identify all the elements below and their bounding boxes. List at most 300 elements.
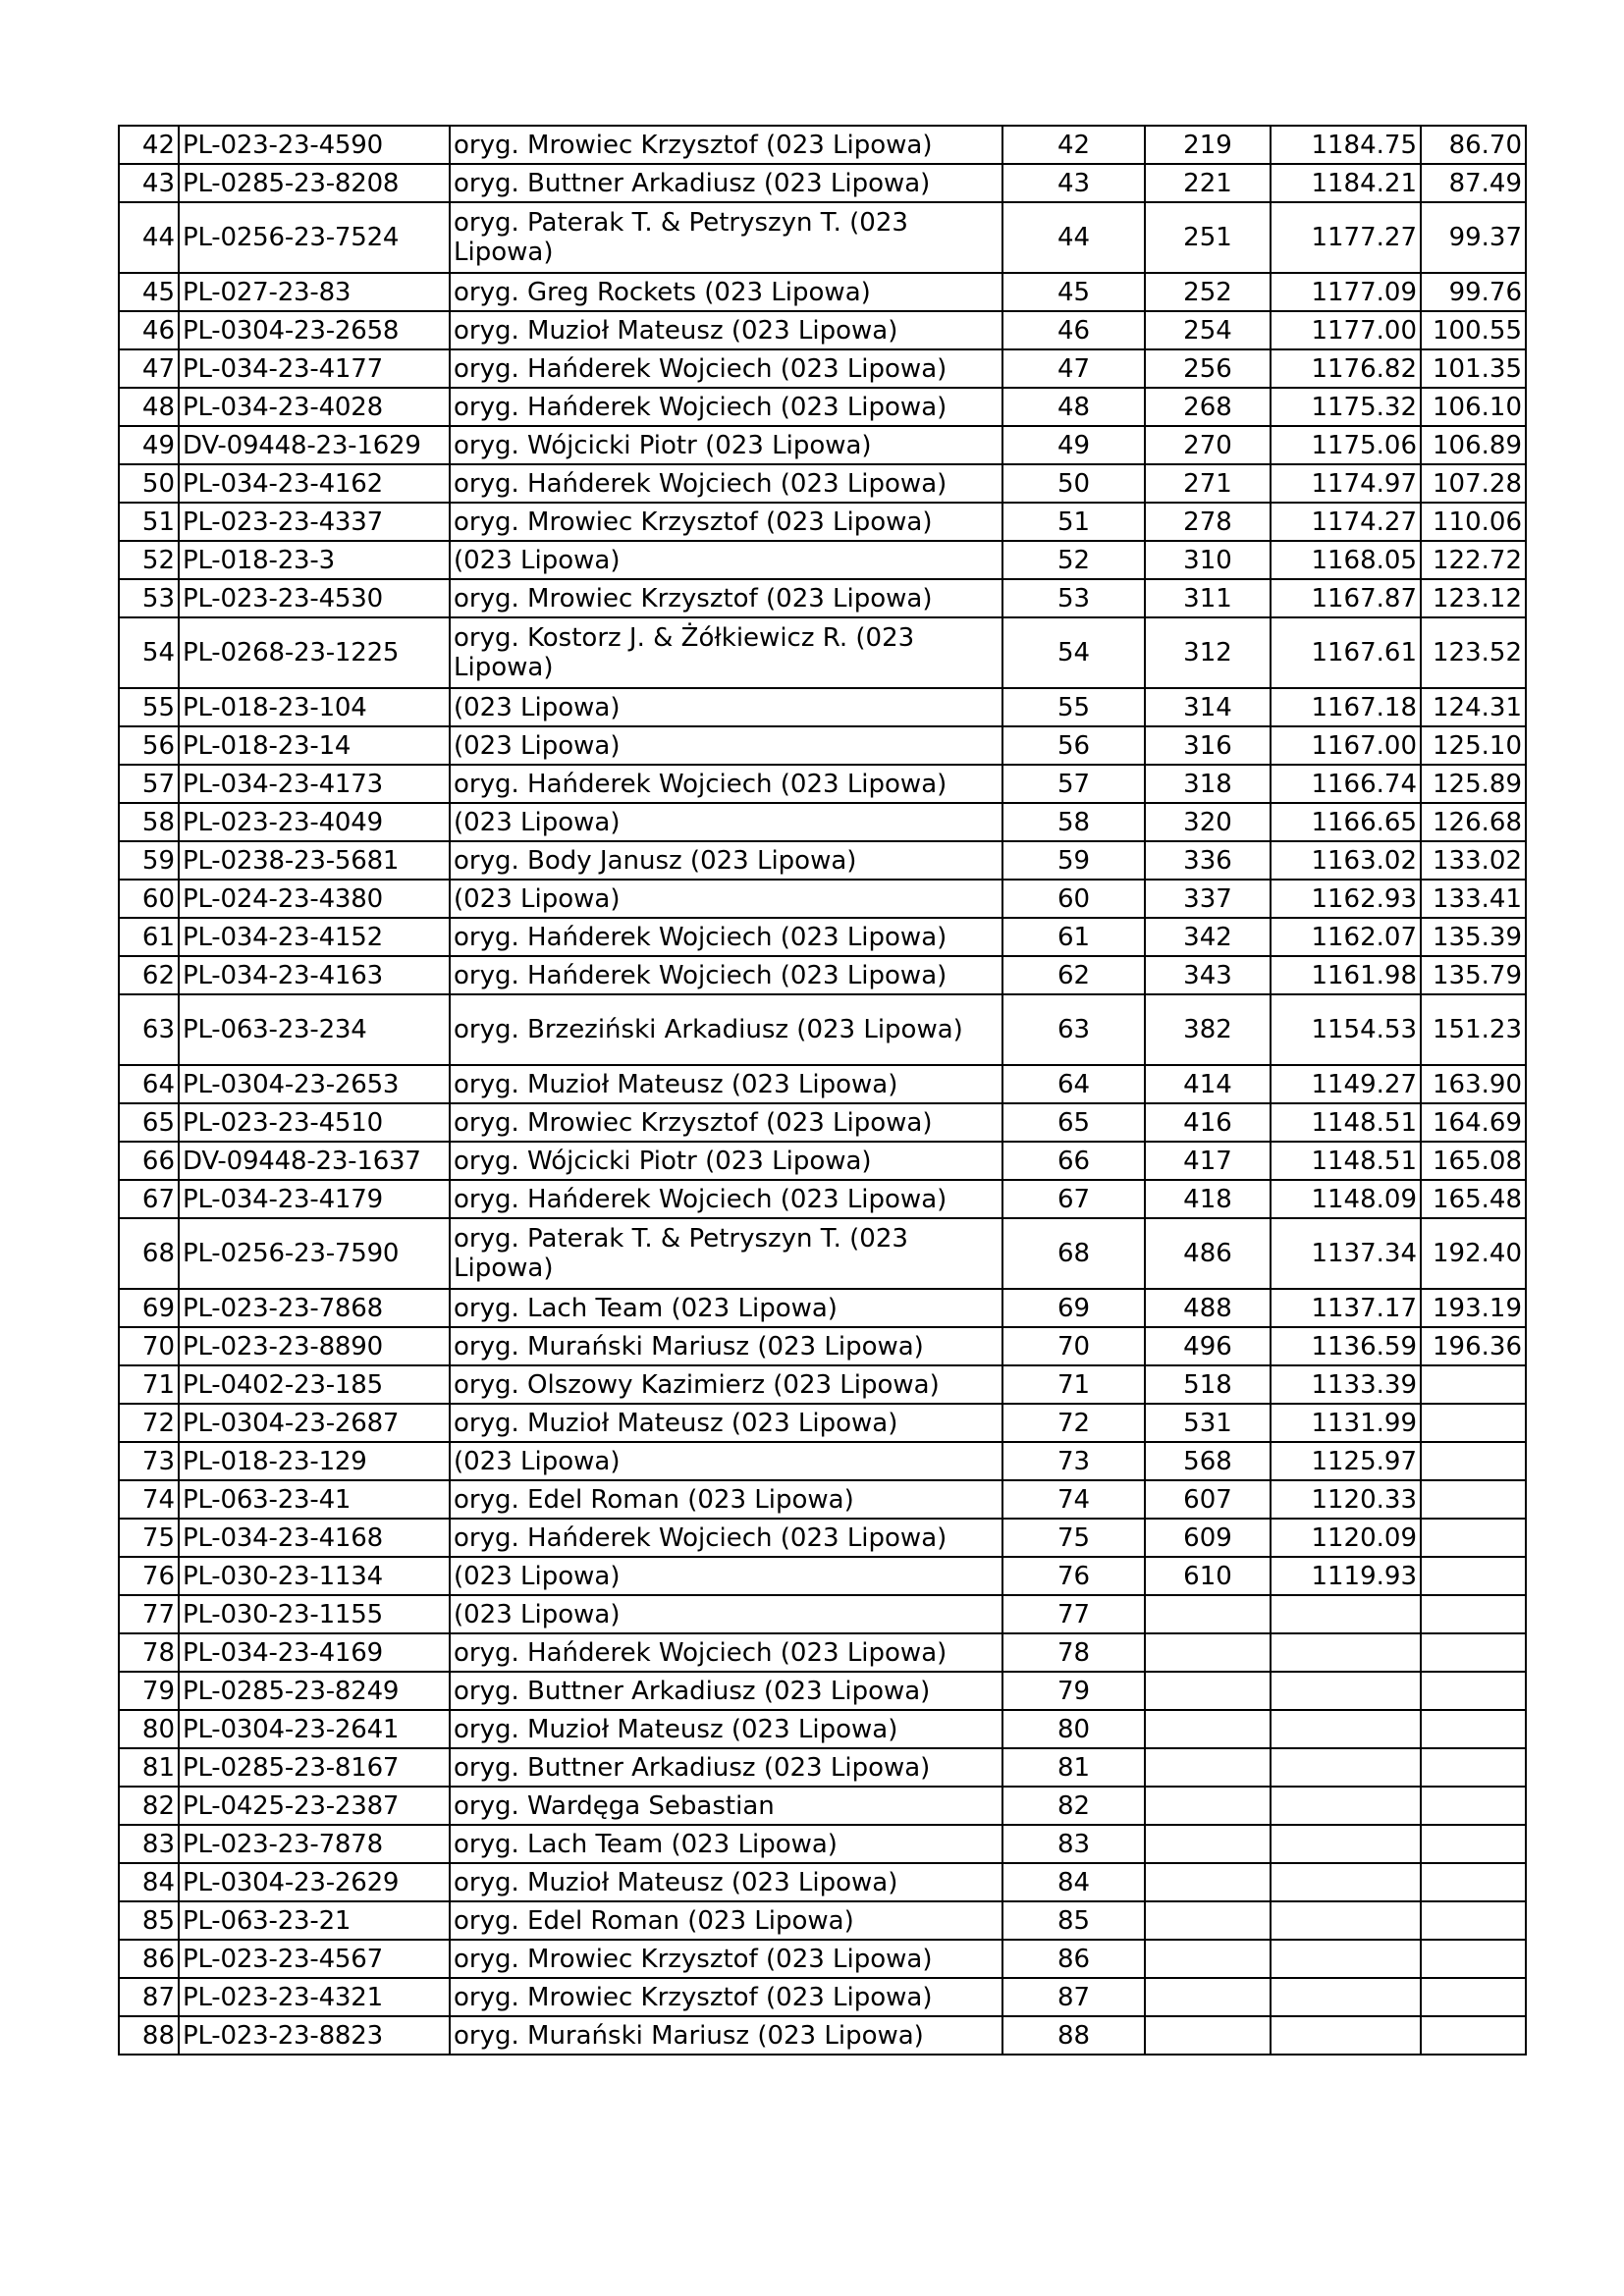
cell-arrival-rank: 414 — [1145, 1065, 1271, 1103]
cell-number: 69 — [119, 1289, 179, 1327]
table-row — [119, 464, 1526, 503]
cell-owner: oryg. Mrowiec Krzysztof (023 Lipowa) — [450, 1940, 1002, 1978]
table-row — [119, 1218, 1526, 1289]
cell-ring-id: PL-034-23-4177 — [179, 349, 450, 388]
table-row — [119, 1978, 1526, 2016]
cell-arrival-rank: 316 — [1145, 726, 1271, 765]
cell-owner: (023 Lipowa) — [450, 688, 1002, 726]
cell-number: 62 — [119, 956, 179, 994]
table-row — [119, 1633, 1526, 1672]
cell-coefficient — [1421, 1442, 1526, 1480]
cell-place: 52 — [1002, 541, 1145, 579]
cell-owner: oryg. Hańderek Wojciech (023 Lipowa) — [450, 765, 1002, 803]
cell-owner: oryg. Wardęga Sebastian — [450, 1787, 1002, 1825]
cell-owner: oryg. Edel Roman (023 Lipowa) — [450, 1480, 1002, 1519]
cell-number: 88 — [119, 2016, 179, 2055]
table-row — [119, 1940, 1526, 1978]
table-row — [119, 803, 1526, 841]
cell-coefficient: 106.89 — [1421, 426, 1526, 464]
cell-speed: 1167.87 — [1271, 579, 1421, 617]
table-row — [119, 1863, 1526, 1901]
cell-arrival-rank — [1145, 1633, 1271, 1672]
cell-ring-id: PL-023-23-4530 — [179, 579, 450, 617]
cell-arrival-rank: 318 — [1145, 765, 1271, 803]
cell-owner: oryg. Hańderek Wojciech (023 Lipowa) — [450, 1633, 1002, 1672]
cell-number: 78 — [119, 1633, 179, 1672]
cell-owner: oryg. Hańderek Wojciech (023 Lipowa) — [450, 956, 1002, 994]
cell-number: 76 — [119, 1557, 179, 1595]
cell-ring-id: PL-027-23-83 — [179, 273, 450, 311]
cell-speed: 1167.61 — [1271, 617, 1421, 688]
table-row — [119, 1672, 1526, 1710]
cell-coefficient — [1421, 1672, 1526, 1710]
cell-number: 55 — [119, 688, 179, 726]
cell-arrival-rank: 416 — [1145, 1103, 1271, 1142]
cell-owner: oryg. Mrowiec Krzysztof (023 Lipowa) — [450, 1103, 1002, 1142]
cell-coefficient — [1421, 1557, 1526, 1595]
cell-arrival-rank — [1145, 1901, 1271, 1940]
cell-owner: oryg. Wójcicki Piotr (023 Lipowa) — [450, 426, 1002, 464]
cell-place: 78 — [1002, 1633, 1145, 1672]
cell-number: 82 — [119, 1787, 179, 1825]
cell-place: 75 — [1002, 1519, 1145, 1557]
table-row — [119, 726, 1526, 765]
cell-coefficient — [1421, 1480, 1526, 1519]
table-row — [119, 1557, 1526, 1595]
cell-ring-id: PL-034-23-4163 — [179, 956, 450, 994]
cell-number: 59 — [119, 841, 179, 880]
cell-place: 55 — [1002, 688, 1145, 726]
cell-number: 77 — [119, 1595, 179, 1633]
table-row — [119, 880, 1526, 918]
cell-number: 58 — [119, 803, 179, 841]
table-row — [119, 1901, 1526, 1940]
cell-ring-id: PL-0425-23-2387 — [179, 1787, 450, 1825]
cell-number: 53 — [119, 579, 179, 617]
table-row — [119, 1289, 1526, 1327]
cell-coefficient: 165.08 — [1421, 1142, 1526, 1180]
cell-number: 63 — [119, 994, 179, 1065]
cell-speed — [1271, 1825, 1421, 1863]
cell-ring-id: PL-0285-23-8249 — [179, 1672, 450, 1710]
cell-speed — [1271, 1863, 1421, 1901]
cell-place: 80 — [1002, 1710, 1145, 1748]
cell-owner: oryg. Murański Mariusz (023 Lipowa) — [450, 1327, 1002, 1365]
cell-speed — [1271, 1748, 1421, 1787]
cell-ring-id: PL-030-23-1134 — [179, 1557, 450, 1595]
cell-coefficient — [1421, 1978, 1526, 2016]
cell-arrival-rank — [1145, 1672, 1271, 1710]
cell-speed: 1166.74 — [1271, 765, 1421, 803]
cell-ring-id: PL-034-23-4169 — [179, 1633, 450, 1672]
cell-ring-id: PL-0304-23-2687 — [179, 1404, 450, 1442]
cell-arrival-rank: 311 — [1145, 579, 1271, 617]
cell-place: 85 — [1002, 1901, 1145, 1940]
cell-arrival-rank: 343 — [1145, 956, 1271, 994]
cell-coefficient: 122.72 — [1421, 541, 1526, 579]
cell-speed: 1167.00 — [1271, 726, 1421, 765]
cell-arrival-rank — [1145, 1978, 1271, 2016]
table-row — [119, 1442, 1526, 1480]
cell-arrival-rank — [1145, 2016, 1271, 2055]
cell-speed — [1271, 1901, 1421, 1940]
cell-arrival-rank — [1145, 1825, 1271, 1863]
cell-coefficient: 135.39 — [1421, 918, 1526, 956]
cell-arrival-rank: 496 — [1145, 1327, 1271, 1365]
cell-place: 57 — [1002, 765, 1145, 803]
cell-place: 82 — [1002, 1787, 1145, 1825]
cell-coefficient: 123.52 — [1421, 617, 1526, 688]
results-table — [118, 125, 1527, 2056]
cell-owner: oryg. Olszowy Kazimierz (023 Lipowa) — [450, 1365, 1002, 1404]
cell-coefficient: 107.28 — [1421, 464, 1526, 503]
cell-arrival-rank: 518 — [1145, 1365, 1271, 1404]
cell-owner: (023 Lipowa) — [450, 803, 1002, 841]
cell-place: 56 — [1002, 726, 1145, 765]
cell-ring-id: PL-034-23-4168 — [179, 1519, 450, 1557]
cell-place: 46 — [1002, 311, 1145, 349]
cell-ring-id: PL-0304-23-2641 — [179, 1710, 450, 1748]
table-row — [119, 1595, 1526, 1633]
cell-place: 83 — [1002, 1825, 1145, 1863]
cell-owner: oryg. Brzeziński Arkadiusz (023 Lipowa) — [450, 994, 1002, 1065]
cell-speed: 1177.00 — [1271, 311, 1421, 349]
cell-speed — [1271, 1940, 1421, 1978]
cell-arrival-rank — [1145, 1710, 1271, 1748]
cell-coefficient: 135.79 — [1421, 956, 1526, 994]
cell-coefficient — [1421, 1901, 1526, 1940]
cell-number: 67 — [119, 1180, 179, 1218]
cell-speed — [1271, 1595, 1421, 1633]
cell-speed: 1174.27 — [1271, 503, 1421, 541]
cell-speed: 1133.39 — [1271, 1365, 1421, 1404]
cell-number: 42 — [119, 126, 179, 164]
cell-place: 63 — [1002, 994, 1145, 1065]
cell-ring-id: PL-023-23-4321 — [179, 1978, 450, 2016]
cell-place: 49 — [1002, 426, 1145, 464]
cell-number: 57 — [119, 765, 179, 803]
cell-owner: oryg. Mrowiec Krzysztof (023 Lipowa) — [450, 579, 1002, 617]
cell-arrival-rank: 417 — [1145, 1142, 1271, 1180]
cell-ring-id: PL-023-23-4567 — [179, 1940, 450, 1978]
cell-coefficient — [1421, 1365, 1526, 1404]
cell-speed — [1271, 1672, 1421, 1710]
cell-coefficient — [1421, 1825, 1526, 1863]
cell-number: 86 — [119, 1940, 179, 1978]
table-row — [119, 1180, 1526, 1218]
cell-coefficient: 110.06 — [1421, 503, 1526, 541]
cell-ring-id: PL-063-23-41 — [179, 1480, 450, 1519]
cell-arrival-rank: 320 — [1145, 803, 1271, 841]
cell-number: 74 — [119, 1480, 179, 1519]
cell-place: 87 — [1002, 1978, 1145, 2016]
cell-place: 43 — [1002, 164, 1145, 202]
cell-owner: oryg. Hańderek Wojciech (023 Lipowa) — [450, 464, 1002, 503]
cell-place: 44 — [1002, 202, 1145, 273]
cell-place: 84 — [1002, 1863, 1145, 1901]
cell-ring-id: PL-018-23-129 — [179, 1442, 450, 1480]
cell-ring-id: PL-0268-23-1225 — [179, 617, 450, 688]
cell-arrival-rank: 342 — [1145, 918, 1271, 956]
cell-number: 54 — [119, 617, 179, 688]
cell-number: 48 — [119, 388, 179, 426]
cell-ring-id: PL-0285-23-8208 — [179, 164, 450, 202]
cell-place: 48 — [1002, 388, 1145, 426]
cell-place: 59 — [1002, 841, 1145, 880]
cell-owner: (023 Lipowa) — [450, 1557, 1002, 1595]
cell-speed: 1176.82 — [1271, 349, 1421, 388]
cell-speed — [1271, 2016, 1421, 2055]
table-row — [119, 579, 1526, 617]
cell-speed: 1163.02 — [1271, 841, 1421, 880]
cell-place: 45 — [1002, 273, 1145, 311]
cell-coefficient: 100.55 — [1421, 311, 1526, 349]
cell-ring-id: PL-034-23-4173 — [179, 765, 450, 803]
cell-speed — [1271, 1787, 1421, 1825]
table-row — [119, 956, 1526, 994]
cell-place: 58 — [1002, 803, 1145, 841]
cell-coefficient: 86.70 — [1421, 126, 1526, 164]
cell-coefficient: 99.76 — [1421, 273, 1526, 311]
cell-coefficient — [1421, 1787, 1526, 1825]
cell-arrival-rank: 270 — [1145, 426, 1271, 464]
cell-owner: oryg. Mrowiec Krzysztof (023 Lipowa) — [450, 1978, 1002, 2016]
cell-arrival-rank: 314 — [1145, 688, 1271, 726]
cell-number: 52 — [119, 541, 179, 579]
cell-coefficient: 123.12 — [1421, 579, 1526, 617]
cell-coefficient: 125.89 — [1421, 765, 1526, 803]
cell-coefficient: 164.69 — [1421, 1103, 1526, 1142]
cell-ring-id: PL-063-23-234 — [179, 994, 450, 1065]
cell-coefficient: 124.31 — [1421, 688, 1526, 726]
cell-place: 71 — [1002, 1365, 1145, 1404]
cell-speed: 1167.18 — [1271, 688, 1421, 726]
cell-arrival-rank: 337 — [1145, 880, 1271, 918]
cell-ring-id: PL-0304-23-2629 — [179, 1863, 450, 1901]
table-row — [119, 918, 1526, 956]
cell-number: 72 — [119, 1404, 179, 1442]
cell-number: 85 — [119, 1901, 179, 1940]
cell-number: 49 — [119, 426, 179, 464]
cell-owner: oryg. Hańderek Wojciech (023 Lipowa) — [450, 1519, 1002, 1557]
cell-speed: 1161.98 — [1271, 956, 1421, 994]
table-row — [119, 688, 1526, 726]
cell-arrival-rank: 221 — [1145, 164, 1271, 202]
cell-ring-id: PL-034-23-4028 — [179, 388, 450, 426]
cell-owner: oryg. Buttner Arkadiusz (023 Lipowa) — [450, 164, 1002, 202]
cell-owner: oryg. Muzioł Mateusz (023 Lipowa) — [450, 1065, 1002, 1103]
cell-coefficient — [1421, 2016, 1526, 2055]
cell-owner: (023 Lipowa) — [450, 880, 1002, 918]
cell-ring-id: PL-023-23-4590 — [179, 126, 450, 164]
cell-ring-id: PL-023-23-7878 — [179, 1825, 450, 1863]
cell-speed: 1149.27 — [1271, 1065, 1421, 1103]
cell-owner: oryg. Body Janusz (023 Lipowa) — [450, 841, 1002, 880]
cell-speed: 1174.97 — [1271, 464, 1421, 503]
cell-number: 66 — [119, 1142, 179, 1180]
cell-ring-id: PL-018-23-104 — [179, 688, 450, 726]
table-row — [119, 1065, 1526, 1103]
cell-ring-id: PL-063-23-21 — [179, 1901, 450, 1940]
cell-place: 42 — [1002, 126, 1145, 164]
cell-owner: oryg. Hańderek Wojciech (023 Lipowa) — [450, 918, 1002, 956]
cell-place: 76 — [1002, 1557, 1145, 1595]
cell-ring-id: PL-023-23-7868 — [179, 1289, 450, 1327]
cell-speed: 1166.65 — [1271, 803, 1421, 841]
cell-place: 65 — [1002, 1103, 1145, 1142]
cell-arrival-rank — [1145, 1940, 1271, 1978]
cell-speed — [1271, 1710, 1421, 1748]
cell-arrival-rank: 336 — [1145, 841, 1271, 880]
cell-speed — [1271, 1978, 1421, 2016]
cell-number: 64 — [119, 1065, 179, 1103]
cell-number: 56 — [119, 726, 179, 765]
cell-owner: (023 Lipowa) — [450, 541, 1002, 579]
cell-owner: oryg. Paterak T. & Petryszyn T. (023 Lipowa) — [450, 202, 1002, 273]
cell-arrival-rank: 531 — [1145, 1404, 1271, 1442]
cell-speed: 1154.53 — [1271, 994, 1421, 1065]
cell-arrival-rank: 278 — [1145, 503, 1271, 541]
table-row — [119, 1365, 1526, 1404]
table-body — [119, 126, 1526, 2055]
cell-coefficient: 133.02 — [1421, 841, 1526, 880]
cell-owner: oryg. Hańderek Wojciech (023 Lipowa) — [450, 388, 1002, 426]
cell-arrival-rank: 254 — [1145, 311, 1271, 349]
cell-coefficient — [1421, 1940, 1526, 1978]
cell-place: 79 — [1002, 1672, 1145, 1710]
cell-ring-id: PL-030-23-1155 — [179, 1595, 450, 1633]
cell-arrival-rank — [1145, 1595, 1271, 1633]
cell-number: 75 — [119, 1519, 179, 1557]
table-row — [119, 2016, 1526, 2055]
cell-speed: 1136.59 — [1271, 1327, 1421, 1365]
table-row — [119, 1480, 1526, 1519]
table-row — [119, 503, 1526, 541]
cell-speed: 1184.75 — [1271, 126, 1421, 164]
cell-owner: oryg. Mrowiec Krzysztof (023 Lipowa) — [450, 126, 1002, 164]
cell-arrival-rank: 252 — [1145, 273, 1271, 311]
cell-number: 61 — [119, 918, 179, 956]
table-row — [119, 1327, 1526, 1365]
cell-owner: oryg. Lach Team (023 Lipowa) — [450, 1289, 1002, 1327]
table-row — [119, 765, 1526, 803]
cell-place: 66 — [1002, 1142, 1145, 1180]
table-row — [119, 994, 1526, 1065]
cell-owner: oryg. Murański Mariusz (023 Lipowa) — [450, 2016, 1002, 2055]
cell-speed: 1137.34 — [1271, 1218, 1421, 1289]
cell-arrival-rank: 251 — [1145, 202, 1271, 273]
table-row — [119, 426, 1526, 464]
cell-owner: (023 Lipowa) — [450, 1595, 1002, 1633]
cell-arrival-rank — [1145, 1787, 1271, 1825]
cell-place: 54 — [1002, 617, 1145, 688]
cell-owner: (023 Lipowa) — [450, 1442, 1002, 1480]
cell-owner: oryg. Edel Roman (023 Lipowa) — [450, 1901, 1002, 1940]
cell-place: 60 — [1002, 880, 1145, 918]
cell-speed: 1162.07 — [1271, 918, 1421, 956]
cell-number: 79 — [119, 1672, 179, 1710]
cell-ring-id: PL-0304-23-2653 — [179, 1065, 450, 1103]
cell-ring-id: PL-0285-23-8167 — [179, 1748, 450, 1787]
cell-owner: oryg. Muzioł Mateusz (023 Lipowa) — [450, 311, 1002, 349]
cell-number: 44 — [119, 202, 179, 273]
cell-owner: oryg. Kostorz J. & Żółkiewicz R. (023 Lipowa) — [450, 617, 1002, 688]
table-row — [119, 1103, 1526, 1142]
cell-arrival-rank: 310 — [1145, 541, 1271, 579]
cell-place: 70 — [1002, 1327, 1145, 1365]
cell-coefficient: 101.35 — [1421, 349, 1526, 388]
cell-owner: oryg. Mrowiec Krzysztof (023 Lipowa) — [450, 503, 1002, 541]
table-row — [119, 202, 1526, 273]
cell-arrival-rank: 256 — [1145, 349, 1271, 388]
cell-speed: 1175.32 — [1271, 388, 1421, 426]
cell-number: 73 — [119, 1442, 179, 1480]
cell-number: 51 — [119, 503, 179, 541]
cell-owner: oryg. Buttner Arkadiusz (023 Lipowa) — [450, 1672, 1002, 1710]
cell-coefficient — [1421, 1710, 1526, 1748]
cell-place: 74 — [1002, 1480, 1145, 1519]
cell-speed: 1162.93 — [1271, 880, 1421, 918]
table-row — [119, 1519, 1526, 1557]
cell-number: 83 — [119, 1825, 179, 1863]
table-row — [119, 1404, 1526, 1442]
cell-place: 77 — [1002, 1595, 1145, 1633]
cell-speed: 1177.09 — [1271, 273, 1421, 311]
cell-speed: 1184.21 — [1271, 164, 1421, 202]
cell-coefficient: 192.40 — [1421, 1218, 1526, 1289]
cell-number: 84 — [119, 1863, 179, 1901]
cell-number: 80 — [119, 1710, 179, 1748]
cell-arrival-rank: 268 — [1145, 388, 1271, 426]
cell-speed: 1175.06 — [1271, 426, 1421, 464]
cell-coefficient: 193.19 — [1421, 1289, 1526, 1327]
cell-arrival-rank: 219 — [1145, 126, 1271, 164]
cell-number: 50 — [119, 464, 179, 503]
table-row — [119, 273, 1526, 311]
table-row — [119, 1787, 1526, 1825]
table-row — [119, 164, 1526, 202]
cell-owner: oryg. Paterak T. & Petryszyn T. (023 Lipowa) — [450, 1218, 1002, 1289]
cell-number: 46 — [119, 311, 179, 349]
cell-coefficient — [1421, 1519, 1526, 1557]
cell-speed: 1125.97 — [1271, 1442, 1421, 1480]
cell-coefficient: 99.37 — [1421, 202, 1526, 273]
cell-number: 45 — [119, 273, 179, 311]
cell-coefficient: 133.41 — [1421, 880, 1526, 918]
cell-arrival-rank: 271 — [1145, 464, 1271, 503]
cell-coefficient — [1421, 1633, 1526, 1672]
cell-place: 50 — [1002, 464, 1145, 503]
cell-place: 62 — [1002, 956, 1145, 994]
cell-speed: 1168.05 — [1271, 541, 1421, 579]
cell-place: 73 — [1002, 1442, 1145, 1480]
cell-place: 68 — [1002, 1218, 1145, 1289]
cell-coefficient: 106.10 — [1421, 388, 1526, 426]
cell-owner: (023 Lipowa) — [450, 726, 1002, 765]
cell-coefficient: 165.48 — [1421, 1180, 1526, 1218]
cell-owner: oryg. Muzioł Mateusz (023 Lipowa) — [450, 1710, 1002, 1748]
cell-place: 81 — [1002, 1748, 1145, 1787]
cell-place: 69 — [1002, 1289, 1145, 1327]
cell-owner: oryg. Hańderek Wojciech (023 Lipowa) — [450, 1180, 1002, 1218]
cell-coefficient: 163.90 — [1421, 1065, 1526, 1103]
table-row — [119, 1710, 1526, 1748]
cell-speed: 1148.51 — [1271, 1103, 1421, 1142]
cell-speed: 1131.99 — [1271, 1404, 1421, 1442]
cell-owner: oryg. Lach Team (023 Lipowa) — [450, 1825, 1002, 1863]
table-row — [119, 841, 1526, 880]
cell-arrival-rank: 609 — [1145, 1519, 1271, 1557]
